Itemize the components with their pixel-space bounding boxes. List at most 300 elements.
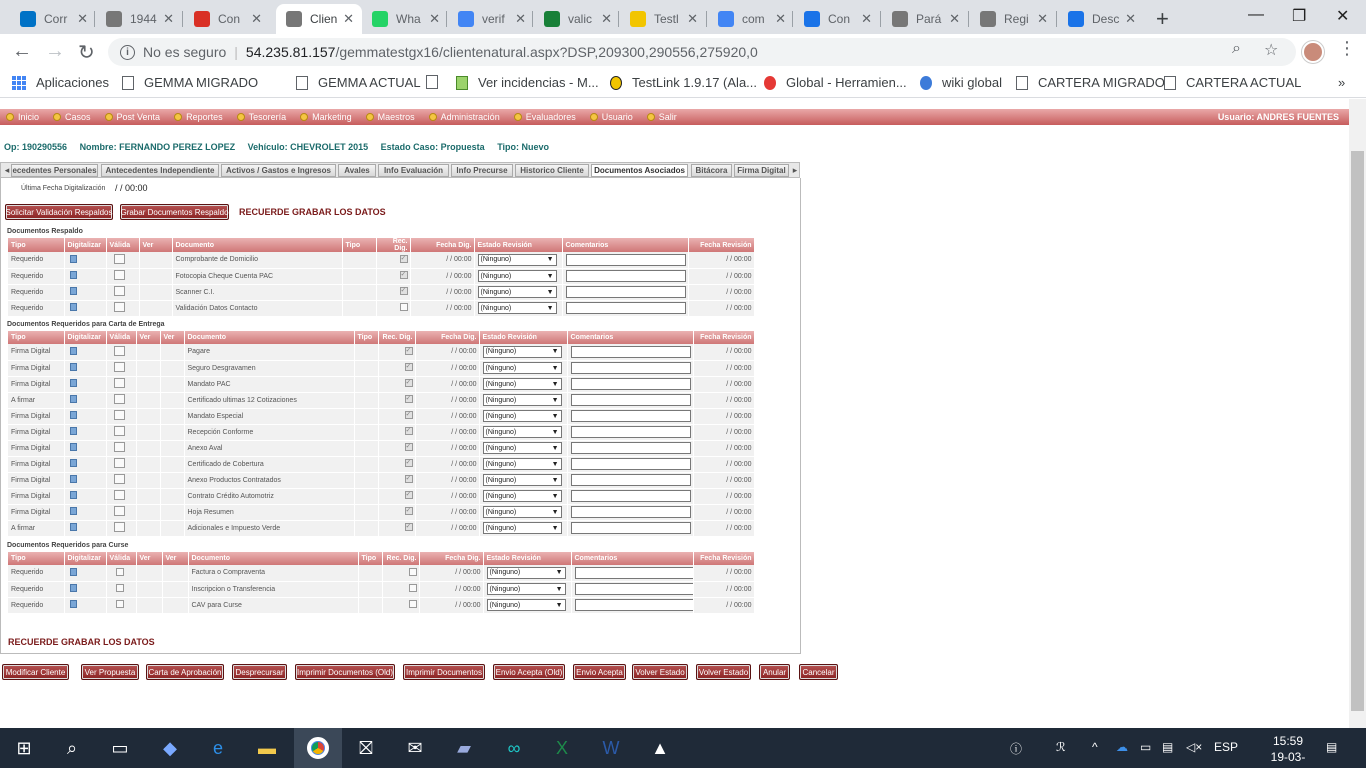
estado-revision-select[interactable]: (Ninguno) ▼ bbox=[483, 362, 562, 374]
column-header: Comentarios bbox=[571, 552, 693, 565]
search-icon[interactable]: ⌕ bbox=[66, 737, 78, 758]
store-icon[interactable]: ⛝ bbox=[359, 737, 373, 758]
estado-revision-select[interactable]: (Ninguno) ▼ bbox=[483, 346, 562, 358]
bookmark-item[interactable]: GEMMA MIGRADO bbox=[122, 75, 258, 90]
valida-checkbox[interactable] bbox=[114, 362, 125, 372]
word-icon[interactable]: W bbox=[602, 737, 620, 758]
comentarios-input[interactable] bbox=[575, 567, 695, 579]
rec-dig-checkbox[interactable] bbox=[405, 491, 413, 499]
valida-checkbox[interactable] bbox=[114, 506, 125, 516]
chevron-up-icon[interactable]: ^ bbox=[1092, 740, 1098, 754]
close-tab-icon[interactable]: ✕ bbox=[601, 11, 612, 26]
row-tipo-doc bbox=[354, 456, 378, 472]
battery-icon[interactable]: ▭ bbox=[1140, 740, 1152, 754]
app-menu-item[interactable]: Evaluadores bbox=[514, 112, 576, 122]
browser-tab[interactable] bbox=[794, 4, 880, 34]
browser-tab-title: verif bbox=[482, 12, 505, 26]
browser-tab[interactable] bbox=[96, 4, 182, 34]
action-button[interactable]: Modificar Cliente bbox=[2, 664, 69, 680]
page-tab[interactable]: Bitácora bbox=[691, 164, 732, 177]
digitalizar-icon[interactable] bbox=[70, 523, 77, 531]
comentarios-input[interactable] bbox=[571, 506, 691, 518]
row-fecha-revision: / / 00:00 bbox=[693, 488, 754, 504]
action-button[interactable]: Ver Propuesta bbox=[81, 664, 139, 680]
action-button[interactable]: Imprimir Documentos (Old) bbox=[295, 664, 395, 680]
bookmark-item[interactable]: CARTERA MIGRADO bbox=[1016, 75, 1165, 90]
row-documento: Inscripcion o Transferencia bbox=[188, 581, 358, 597]
rec-dig-checkbox[interactable] bbox=[400, 303, 408, 311]
rec-dig-checkbox[interactable] bbox=[405, 363, 413, 371]
google-icon bbox=[458, 11, 474, 27]
close-window-icon[interactable]: ✕ bbox=[1336, 8, 1350, 25]
ver-cell[interactable] bbox=[136, 472, 160, 488]
rec-dig-checkbox[interactable] bbox=[405, 507, 413, 515]
close-tab-icon[interactable]: ✕ bbox=[1037, 11, 1048, 26]
app-menu-item[interactable]: Administración bbox=[429, 112, 500, 122]
rec-dig-checkbox[interactable] bbox=[409, 568, 417, 576]
row-tipo-doc bbox=[354, 344, 378, 360]
forward-icon[interactable]: → bbox=[45, 40, 65, 62]
row-tipo: Firma Digital bbox=[8, 360, 64, 376]
menu-bullet-icon bbox=[6, 113, 14, 121]
comentarios-input[interactable] bbox=[566, 286, 686, 298]
comentarios-input[interactable] bbox=[571, 410, 691, 422]
browser-tab[interactable] bbox=[708, 4, 794, 34]
help-icon[interactable]: ⓘ bbox=[1010, 742, 1023, 756]
valida-checkbox[interactable] bbox=[114, 302, 125, 312]
maximize-icon[interactable]: ❐ bbox=[1292, 8, 1307, 25]
close-tab-icon[interactable]: ✕ bbox=[775, 11, 786, 26]
comentarios-input[interactable] bbox=[566, 254, 686, 266]
digitalizar-icon[interactable] bbox=[70, 287, 77, 295]
dropdown-arrow-icon: ▼ bbox=[551, 380, 559, 388]
ver-cell[interactable] bbox=[139, 252, 172, 268]
dropdown-arrow-icon: ▼ bbox=[551, 348, 559, 356]
row-tipo: Requerido bbox=[8, 268, 64, 284]
rec-dig-checkbox[interactable] bbox=[400, 287, 408, 295]
close-tab-icon[interactable]: ✕ bbox=[343, 11, 354, 26]
page-tab[interactable]: Activos / Gastos e Ingresos bbox=[221, 164, 336, 177]
ver-cell[interactable] bbox=[136, 408, 160, 424]
volume-icon[interactable]: ◁× bbox=[1186, 740, 1203, 754]
page-scrollbar[interactable] bbox=[1349, 99, 1366, 728]
page-icon bbox=[892, 11, 908, 27]
ver-cell[interactable] bbox=[162, 565, 188, 581]
close-tab-icon[interactable]: ✕ bbox=[251, 11, 262, 26]
row-tipo: Firma Digital bbox=[8, 472, 64, 488]
clock[interactable] bbox=[1258, 733, 1318, 781]
digitalizar-icon[interactable] bbox=[70, 507, 77, 515]
browser-tab-strip bbox=[0, 0, 1366, 34]
rec-dig-checkbox[interactable] bbox=[405, 459, 413, 467]
dropdown-arrow-icon: ▼ bbox=[551, 364, 559, 372]
menu-icon[interactable]: ⋮ bbox=[1338, 38, 1356, 58]
dropdown-arrow-icon: ▼ bbox=[546, 272, 554, 280]
close-tab-icon[interactable]: ✕ bbox=[77, 11, 88, 26]
tabs-scroll-right-icon[interactable]: ▸ bbox=[792, 165, 798, 175]
ver-cell[interactable] bbox=[136, 456, 160, 472]
bookmark-item[interactable]: Global - Herramien... bbox=[764, 75, 907, 90]
ver-cell[interactable] bbox=[160, 344, 184, 360]
ver-cell[interactable] bbox=[160, 392, 184, 408]
digitalizar-icon[interactable] bbox=[70, 600, 77, 608]
digitalizar-icon[interactable] bbox=[70, 427, 77, 435]
dropdown-arrow-icon: ▼ bbox=[546, 288, 554, 296]
rec-dig-checkbox[interactable] bbox=[400, 271, 408, 279]
estado-revision-select[interactable]: (Ninguno) ▼ bbox=[483, 506, 562, 518]
scrollbar-thumb[interactable] bbox=[1351, 151, 1364, 711]
ver-cell[interactable] bbox=[136, 520, 160, 536]
app-menu-item[interactable]: Marketing bbox=[300, 112, 352, 122]
close-tab-icon[interactable]: ✕ bbox=[687, 11, 698, 26]
page-tab[interactable]: Historico Cliente bbox=[515, 164, 589, 177]
valida-checkbox[interactable] bbox=[114, 286, 125, 296]
ver-cell[interactable] bbox=[136, 424, 160, 440]
ver-cell[interactable] bbox=[160, 360, 184, 376]
bookmark-item[interactable]: TestLink 1.9.17 (Ala... bbox=[610, 75, 757, 90]
digitalizar-icon[interactable] bbox=[70, 395, 77, 403]
edge-icon[interactable]: e bbox=[212, 737, 223, 758]
comentarios-input[interactable] bbox=[571, 474, 691, 486]
rec-dig-checkbox[interactable] bbox=[400, 255, 408, 263]
table-row bbox=[8, 597, 754, 613]
dropdown-arrow-icon: ▼ bbox=[551, 412, 559, 420]
action-button[interactable]: Envio Acepta (Old) bbox=[493, 664, 565, 680]
valida-checkbox[interactable] bbox=[114, 426, 125, 436]
ver-cell[interactable] bbox=[136, 376, 160, 392]
digitalizar-icon[interactable] bbox=[70, 411, 77, 419]
browser-tab[interactable] bbox=[970, 4, 1056, 34]
row-fecha-revision: / / 00:00 bbox=[693, 360, 754, 376]
comentarios-input[interactable] bbox=[571, 346, 691, 358]
estado-revision-select[interactable]: (Ninguno) ▼ bbox=[483, 410, 562, 422]
browser-tab[interactable] bbox=[276, 4, 362, 34]
case-estado: Estado Caso: Propuesta bbox=[380, 142, 485, 152]
ver-cell[interactable] bbox=[160, 408, 184, 424]
comentarios-input[interactable] bbox=[571, 442, 691, 454]
digitalizar-icon[interactable] bbox=[70, 568, 77, 576]
url-host: 54.235.81.157 bbox=[245, 44, 336, 60]
action-button[interactable]: Imprimir Documentos bbox=[403, 664, 485, 680]
valida-checkbox[interactable] bbox=[114, 458, 125, 468]
row-fecha-dig: / / 00:00 bbox=[419, 597, 483, 613]
tabs-scroll-left-icon[interactable]: ◂ bbox=[4, 165, 10, 175]
bookmark-star-icon[interactable]: ☆ bbox=[1264, 42, 1279, 59]
rec-dig-checkbox[interactable] bbox=[405, 475, 413, 483]
grabar-documentos-button[interactable]: Grabar Documentos Respaldo bbox=[120, 204, 229, 220]
valida-checkbox[interactable] bbox=[114, 410, 125, 420]
page-tab[interactable]: Documentos Asociados bbox=[591, 164, 688, 177]
estado-revision-select[interactable]: (Ninguno) ▼ bbox=[483, 458, 562, 470]
ver-cell[interactable] bbox=[160, 520, 184, 536]
action-button[interactable]: Volver Estado bbox=[696, 664, 751, 680]
estado-revision-select[interactable]: (Ninguno) ▼ bbox=[487, 583, 566, 595]
row-fecha-dig: / / 00:00 bbox=[415, 520, 479, 536]
zoom-icon[interactable]: ⌕ bbox=[1232, 40, 1241, 57]
avatar[interactable] bbox=[1302, 41, 1324, 63]
ver-cell[interactable] bbox=[139, 284, 172, 300]
page-tab[interactable]: Info Precurse bbox=[451, 164, 513, 177]
column-header: Digitalizar bbox=[64, 331, 106, 344]
valida-checkbox[interactable] bbox=[114, 378, 125, 388]
bookmarks-overflow-icon[interactable]: » bbox=[1338, 75, 1346, 90]
mail-icon[interactable]: ✉ bbox=[407, 737, 423, 758]
comentarios-input[interactable] bbox=[571, 490, 691, 502]
comentarios-input[interactable] bbox=[566, 270, 686, 282]
browser-tab[interactable] bbox=[448, 4, 534, 34]
comentarios-input[interactable] bbox=[571, 458, 691, 470]
close-tab-icon[interactable]: ✕ bbox=[163, 11, 174, 26]
close-tab-icon[interactable]: ✕ bbox=[429, 11, 440, 26]
app-menu-item[interactable]: Usuario bbox=[590, 112, 633, 122]
onedrive-icon[interactable]: ☁ bbox=[1116, 740, 1128, 754]
people-icon[interactable]: ℛ bbox=[1056, 740, 1066, 754]
digitalizar-icon[interactable] bbox=[70, 491, 77, 499]
action-button[interactable]: Cancelar bbox=[799, 664, 838, 680]
estado-revision-select[interactable]: (Ninguno) ▼ bbox=[483, 442, 562, 454]
close-tab-icon[interactable]: ✕ bbox=[1125, 11, 1136, 26]
valida-checkbox[interactable] bbox=[114, 490, 125, 500]
network-icon[interactable]: ▤ bbox=[1162, 740, 1174, 754]
digitalizar-icon[interactable] bbox=[70, 303, 77, 311]
bookmark-item[interactable]: wiki global bbox=[920, 75, 1002, 90]
row-fecha-dig: / / 00:00 bbox=[410, 252, 474, 268]
row-documento: Factura o Compraventa bbox=[188, 565, 358, 581]
estado-revision-select[interactable]: (Ninguno) ▼ bbox=[483, 378, 562, 390]
table-row bbox=[8, 581, 754, 597]
solicitar-validacion-button[interactable]: Solicitar Validación Respaldos bbox=[5, 204, 113, 220]
app-menu-item[interactable]: Post Venta bbox=[105, 112, 161, 122]
browser-tab-title: Desc bbox=[1092, 12, 1120, 26]
action-button[interactable]: Volver Estado bbox=[632, 664, 688, 680]
row-documento: Pagare bbox=[184, 344, 354, 360]
rec-dig-checkbox[interactable] bbox=[405, 347, 413, 355]
estado-revision-select[interactable]: (Ninguno) ▼ bbox=[487, 599, 566, 611]
ver-cell[interactable] bbox=[160, 440, 184, 456]
back-icon[interactable]: ← bbox=[12, 40, 32, 62]
browser-tab[interactable] bbox=[362, 4, 448, 34]
app-menu-item[interactable]: Salir bbox=[647, 112, 677, 122]
browser-tab[interactable] bbox=[620, 4, 706, 34]
task-view-icon[interactable]: ▭ bbox=[111, 737, 129, 758]
estado-revision-select[interactable]: (Ninguno) ▼ bbox=[478, 254, 557, 266]
row-fecha-dig: / / 00:00 bbox=[410, 300, 474, 316]
digitalizar-icon[interactable] bbox=[70, 347, 77, 355]
info-icon[interactable]: i bbox=[120, 45, 135, 60]
comentarios-input[interactable] bbox=[571, 522, 691, 534]
estado-revision-select[interactable]: (Ninguno) ▼ bbox=[483, 522, 562, 534]
page-tab[interactable]: Info Evaluación bbox=[378, 164, 449, 177]
app-menu-item[interactable]: Maestros bbox=[366, 112, 415, 122]
language-indicator[interactable]: ESP bbox=[1214, 740, 1239, 754]
bookmark-item[interactable]: GEMMA ACTUAL bbox=[296, 75, 421, 90]
ver-cell[interactable] bbox=[136, 597, 162, 613]
estado-revision-select[interactable]: (Ninguno) ▼ bbox=[483, 490, 562, 502]
estado-revision-select[interactable]: (Ninguno) ▼ bbox=[483, 474, 562, 486]
app-menu-item[interactable]: Inicio bbox=[6, 112, 39, 122]
valida-checkbox[interactable] bbox=[114, 254, 125, 264]
rec-dig-checkbox[interactable] bbox=[409, 600, 417, 608]
row-fecha-revision: / / 00:00 bbox=[693, 504, 754, 520]
valida-checkbox[interactable] bbox=[114, 270, 125, 280]
excel-icon[interactable]: X bbox=[555, 737, 568, 758]
valida-checkbox[interactable] bbox=[116, 584, 124, 592]
action-button[interactable]: Envio Acepta bbox=[573, 664, 626, 680]
browser-tab[interactable] bbox=[1058, 4, 1144, 34]
close-tab-icon[interactable]: ✕ bbox=[515, 11, 526, 26]
row-tipo-doc bbox=[354, 520, 378, 536]
rec-dig-checkbox[interactable] bbox=[405, 395, 413, 403]
rec-dig-checkbox[interactable] bbox=[405, 379, 413, 387]
bookmark-apps[interactable]: Aplicaciones bbox=[12, 75, 109, 90]
app-menu-item[interactable]: Casos bbox=[53, 112, 91, 122]
close-tab-icon[interactable]: ✕ bbox=[861, 11, 872, 26]
clock-date: 19-03-2019 bbox=[1270, 750, 1306, 780]
new-tab-button[interactable]: + bbox=[1156, 6, 1169, 31]
comentarios-input[interactable] bbox=[575, 599, 695, 611]
ver-cell[interactable] bbox=[160, 376, 184, 392]
valida-checkbox[interactable] bbox=[116, 600, 124, 608]
comentarios-input[interactable] bbox=[571, 394, 691, 406]
comentarios-input[interactable] bbox=[571, 362, 691, 374]
page-tab[interactable]: Antecedentes Independiente bbox=[101, 164, 219, 177]
bookmark-item[interactable] bbox=[426, 75, 448, 89]
respaldo-table bbox=[8, 238, 755, 317]
table-row bbox=[8, 360, 754, 376]
security-label: No es seguro bbox=[143, 44, 227, 60]
estado-revision-select[interactable]: (Ninguno) ▼ bbox=[478, 270, 557, 282]
digitalizar-icon[interactable] bbox=[70, 475, 77, 483]
estado-revision-select[interactable]: (Ninguno) ▼ bbox=[483, 394, 562, 406]
estado-revision-select[interactable]: (Ninguno) ▼ bbox=[483, 426, 562, 438]
column-header: Tipo bbox=[8, 552, 64, 565]
row-fecha-revision: / / 00:00 bbox=[688, 252, 754, 268]
arduino-icon[interactable]: ∞ bbox=[507, 737, 521, 758]
close-tab-icon[interactable]: ✕ bbox=[949, 11, 960, 26]
digitalizar-icon[interactable] bbox=[70, 255, 77, 263]
digitalizar-icon[interactable] bbox=[70, 459, 77, 467]
ver-cell[interactable] bbox=[136, 581, 162, 597]
address-input[interactable]: i No es seguro | 54.235.81.157 /gemmatestgx16/clientenatural.aspx?DSP,209300,290556,275920,0 bbox=[108, 38, 1296, 66]
ver-cell[interactable] bbox=[136, 504, 160, 520]
estado-revision-select[interactable]: (Ninguno) ▼ bbox=[478, 302, 557, 314]
ver-cell[interactable] bbox=[136, 440, 160, 456]
ver-cell[interactable] bbox=[139, 268, 172, 284]
rec-dig-checkbox[interactable] bbox=[405, 411, 413, 419]
ver-cell[interactable] bbox=[136, 565, 162, 581]
browser-tab[interactable] bbox=[882, 4, 968, 34]
ver-cell[interactable] bbox=[162, 597, 188, 613]
apps-icon bbox=[12, 76, 26, 90]
row-fecha-revision: / / 00:00 bbox=[693, 376, 754, 392]
row-tipo-doc bbox=[354, 504, 378, 520]
bookmark-item[interactable]: Ver incidencias - M... bbox=[456, 75, 599, 90]
rec-dig-checkbox[interactable] bbox=[405, 427, 413, 435]
ver-cell[interactable] bbox=[136, 344, 160, 360]
app-menu-item[interactable]: Reportes bbox=[174, 112, 223, 122]
estado-revision-select[interactable]: (Ninguno) ▼ bbox=[478, 286, 557, 298]
dropbox-icon[interactable]: ◆ bbox=[163, 737, 177, 758]
page-icon bbox=[1164, 76, 1176, 90]
rec-dig-checkbox[interactable] bbox=[409, 584, 417, 592]
valida-checkbox[interactable] bbox=[114, 442, 125, 452]
table-row bbox=[8, 520, 754, 536]
ver-cell[interactable] bbox=[136, 360, 160, 376]
rec-dig-checkbox[interactable] bbox=[405, 443, 413, 451]
minimize-icon[interactable]: — bbox=[1248, 6, 1264, 23]
valida-checkbox[interactable] bbox=[116, 568, 124, 576]
page-tab[interactable]: ecedentes Personales bbox=[12, 166, 97, 175]
ver-cell[interactable] bbox=[160, 424, 184, 440]
digitalizar-icon[interactable] bbox=[70, 584, 77, 592]
app-menu-item[interactable]: Tesorería bbox=[237, 112, 287, 122]
valida-checkbox[interactable] bbox=[114, 474, 125, 484]
page-viewport bbox=[0, 99, 1366, 728]
ver-cell[interactable] bbox=[160, 504, 184, 520]
digitalizar-icon[interactable] bbox=[70, 443, 77, 451]
row-fecha-revision: / / 00:00 bbox=[693, 408, 754, 424]
bookmark-item[interactable]: CARTERA ACTUAL bbox=[1164, 75, 1301, 90]
action-button[interactable]: Carta de Aprobación bbox=[146, 664, 224, 680]
windows-start-icon[interactable]: ⊞ bbox=[16, 737, 32, 758]
action-button[interactable]: Desprecursar bbox=[232, 664, 287, 680]
notifications-icon[interactable]: ▤ bbox=[1326, 740, 1338, 754]
valida-checkbox[interactable] bbox=[114, 394, 125, 404]
browser-tab[interactable] bbox=[534, 4, 620, 34]
comentarios-input[interactable] bbox=[571, 426, 691, 438]
row-fecha-revision: / / 00:00 bbox=[688, 268, 754, 284]
page-tab[interactable]: Firma Digital bbox=[734, 164, 789, 177]
notes-icon[interactable]: ▰ bbox=[457, 737, 471, 758]
digitalizar-icon[interactable] bbox=[70, 363, 77, 371]
column-header: Ver bbox=[136, 331, 160, 344]
browser-tab[interactable] bbox=[184, 4, 270, 34]
reload-icon[interactable]: ↻ bbox=[78, 42, 95, 64]
dropdown-arrow-icon: ▼ bbox=[546, 304, 554, 312]
page-tab[interactable]: Avales bbox=[338, 164, 376, 177]
photos-icon[interactable]: ▲ bbox=[651, 737, 669, 758]
browser-tab[interactable] bbox=[10, 4, 96, 34]
row-tipo-doc bbox=[358, 565, 382, 581]
valida-checkbox[interactable] bbox=[114, 522, 125, 532]
valida-checkbox[interactable] bbox=[114, 346, 125, 356]
ver-cell[interactable] bbox=[160, 456, 184, 472]
file-explorer-icon[interactable]: ▬ bbox=[258, 737, 276, 758]
row-documento: Certificado ultimas 12 Cotizaciones bbox=[184, 392, 354, 408]
action-button[interactable]: Anular bbox=[759, 664, 790, 680]
estado-revision-select[interactable]: (Ninguno) ▼ bbox=[487, 567, 566, 579]
rec-dig-checkbox[interactable] bbox=[405, 523, 413, 531]
ver-cell[interactable] bbox=[160, 472, 184, 488]
ver-cell[interactable] bbox=[136, 392, 160, 408]
comentarios-input[interactable] bbox=[575, 583, 695, 595]
case-tipo: Tipo: Nuevo bbox=[497, 142, 550, 152]
comentarios-input[interactable] bbox=[566, 302, 686, 314]
ver-cell[interactable] bbox=[162, 581, 188, 597]
dropdown-arrow-icon: ▼ bbox=[555, 601, 563, 609]
row-tipo: Requerido bbox=[8, 581, 64, 597]
ver-cell[interactable] bbox=[139, 300, 172, 316]
digitalizar-icon[interactable] bbox=[70, 379, 77, 387]
row-fecha-revision: / / 00:00 bbox=[693, 456, 754, 472]
table-row bbox=[8, 472, 754, 488]
comentarios-input[interactable] bbox=[571, 378, 691, 390]
digitalizar-icon[interactable] bbox=[70, 271, 77, 279]
browser-tab-title: 1944 bbox=[130, 12, 157, 26]
ver-cell[interactable] bbox=[136, 488, 160, 504]
chrome-icon[interactable] bbox=[294, 728, 342, 768]
ver-cell[interactable] bbox=[160, 488, 184, 504]
